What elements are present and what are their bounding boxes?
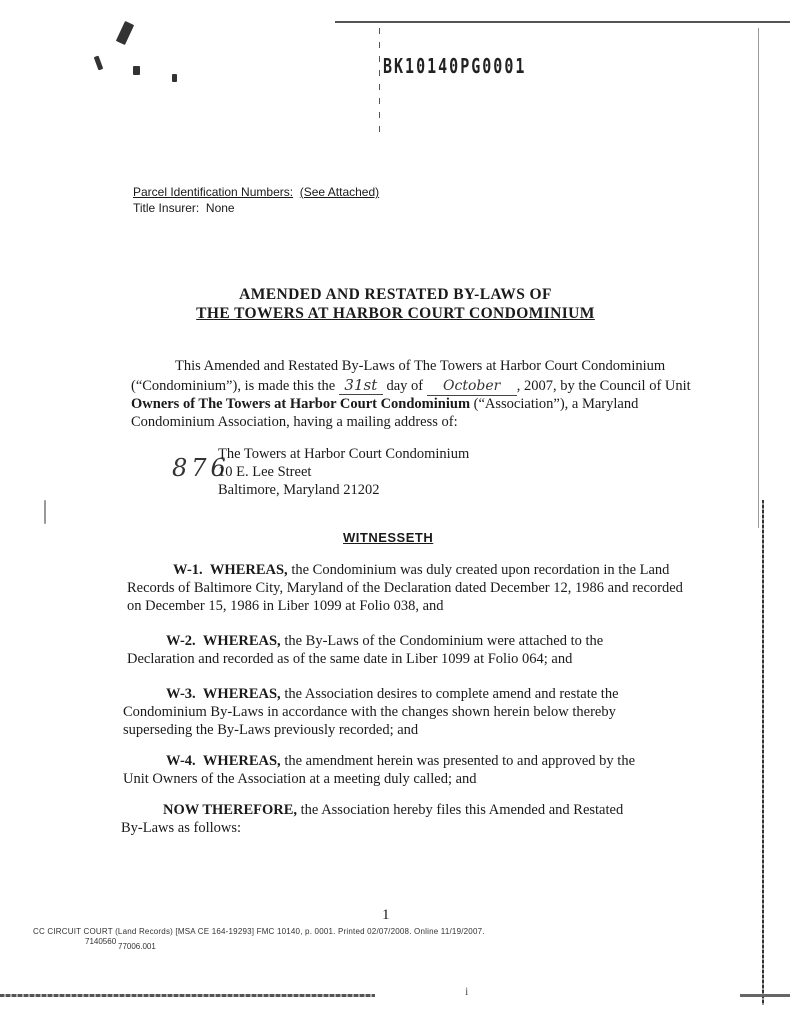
recital-keyword: WHEREAS,: [202, 633, 281, 649]
document-title-line2: THE TOWERS AT HARBOR COURT CONDOMINIUM: [196, 305, 595, 322]
insurer-value: None: [205, 201, 235, 215]
footer-code: 7140560: [85, 937, 117, 946]
recital-keyword: WHEREAS,: [202, 686, 281, 702]
recital-w4-line2: Unit Owners of the Association at a meeting duly called; and: [123, 771, 477, 787]
recital-w3-line3: superseding the By-Laws previously recorded; and: [123, 722, 419, 738]
recital-number: W-1.: [173, 562, 203, 578]
handwritten-month: October: [427, 377, 517, 396]
recital-text: the By-Laws of the Condominium were attached to the: [284, 633, 604, 649]
title-insurer: [133, 199, 235, 217]
recital-w3-line2: Condominium By-Laws in accordance with the changes shown herein below thereby: [123, 704, 616, 720]
recital-text: the Condominium was duly created upon recordation in the Land: [291, 562, 670, 578]
recital-keyword: WHEREAS,: [209, 562, 288, 578]
parcel-value: (See Attached): [299, 185, 380, 199]
document-title-line1: AMENDED AND RESTATED BY-LAWS OF: [239, 286, 552, 303]
recital-w2-line1: [166, 632, 603, 650]
recital-w2-line2: Declaration and recorded as of the same date in Liber 1099 at Folio 064; and: [127, 651, 573, 667]
scan-right-edge: [762, 500, 764, 1005]
intro-line1: This Amended and Restated By-Laws of The Towers at Harbor Court Condominium: [175, 358, 666, 374]
handwritten-day: 31st: [339, 376, 383, 395]
scan-right-edge-upper: [758, 28, 759, 528]
recital-w4-line1: [166, 752, 635, 770]
now-therefore-keyword: NOW THEREFORE,: [163, 802, 298, 818]
address-name: The Towers at Harbor Court Condominium: [218, 446, 470, 462]
recital-w1-line3: on December 15, 1986 in Liber 1099 at Folio 038, and: [127, 598, 444, 614]
handwritten-number: 876: [172, 454, 230, 482]
scan-speck: [133, 66, 140, 75]
now-therefore-text: the Association hereby files this Amended and Restated: [300, 802, 624, 818]
intro-line3-b: (“Association”), a Maryland: [473, 396, 639, 412]
intro-line3-a: Owners of The Towers at Harbor Court Condominium: [131, 396, 471, 412]
page-number: 1: [382, 907, 390, 923]
intro-line2: [131, 376, 691, 396]
scan-bottom-right-border: [740, 994, 790, 997]
intro-line2-a: (“Condominium”), is made this the: [131, 378, 336, 394]
intro-line3: [131, 395, 638, 413]
recital-text: the amendment herein was presented to and approved by the: [284, 753, 636, 769]
intro-line4: Condominium Association, having a mailing address of:: [131, 414, 458, 430]
intro-line2-b: day of: [386, 378, 424, 394]
scan-speck: [172, 74, 177, 82]
scan-top-border: [335, 21, 790, 23]
now-therefore-line2: By-Laws as follows:: [121, 820, 242, 836]
recital-text: the Association desires to complete amend and restate the: [284, 686, 619, 702]
intro-line2-c: , 2007, by the Council of Unit: [516, 378, 691, 394]
recital-number: W-2.: [166, 633, 196, 649]
address-street: 10 E. Lee Street: [218, 464, 312, 480]
scan-bottom-border: [0, 994, 375, 997]
recital-w1-line2: Records of Baltimore City, Maryland of the Declaration dated December 12, 1986 and recorded: [127, 580, 683, 596]
recital-number: W-4.: [166, 753, 196, 769]
recording-stamp: BK10140PG0001: [383, 54, 527, 79]
insurer-label: Title Insurer:: [133, 201, 200, 215]
witnesseth-heading: WITNESSETH: [343, 530, 434, 545]
bottom-mark: i: [465, 984, 469, 998]
address-city: Baltimore, Maryland 21202: [218, 482, 380, 498]
footer-file-number: 77006.001: [118, 942, 156, 951]
recital-keyword: WHEREAS,: [202, 753, 281, 769]
scan-speck: [94, 56, 103, 71]
scan-speck: [116, 21, 134, 45]
scan-speck: [44, 500, 46, 524]
scan-left-vertical-mark: [379, 28, 380, 138]
recital-w3-line1: [166, 685, 619, 703]
now-therefore-line1: [163, 801, 623, 819]
recital-w1-line1: [173, 561, 669, 579]
recital-number: W-3.: [166, 686, 196, 702]
footer-recording-line: CC CIRCUIT COURT (Land Records) [MSA CE 164-19293] FMC 10140, p. 0001. Printed 02/07/2008. Online 11/19/2007.: [33, 927, 485, 936]
parcel-label: Parcel Identification Numbers:: [133, 185, 294, 199]
